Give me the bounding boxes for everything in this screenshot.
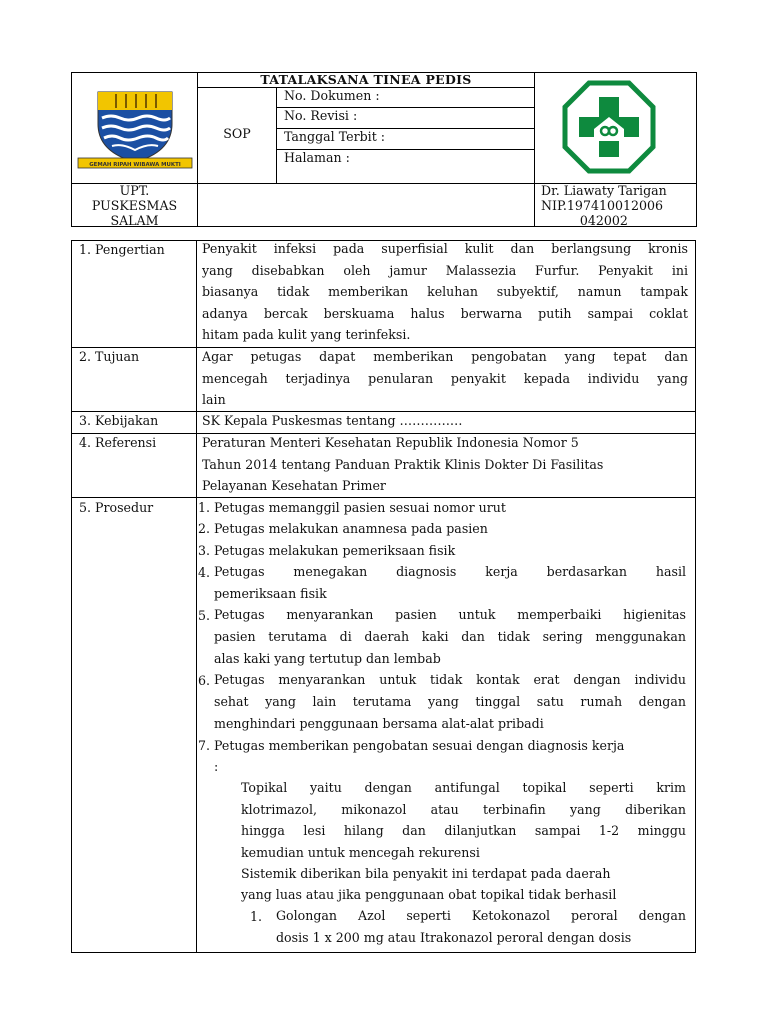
field-tanggal-terbit: Tanggal Terbit : <box>284 129 385 144</box>
text-line: Tahun 2014 tentang Panduan Praktik Klinis Dokter Di Fasilitas <box>202 456 604 472</box>
org-line: SALAM <box>110 213 159 228</box>
step-text: sehat yang lain terutama yang tinggal satu rumah dengan <box>214 694 686 709</box>
sub-step-number: 1. <box>250 909 263 924</box>
sub-step-text: dosis 1 x 200 mg atau Itrakonazol peroral dengan dosis <box>276 930 632 945</box>
step-text: pemeriksaan fisik <box>214 586 327 601</box>
label-referensi: 4. Referensi <box>79 435 157 450</box>
signer-nip-cont: 042002 <box>579 213 628 228</box>
pengertian-text <box>202 238 688 346</box>
topikal-text: hingga lesi hilang dan dilanjutkan sampai 1-2 minggu <box>241 823 686 838</box>
step-text: Petugas menyarankan pasien untuk memperbaiki higienitas <box>214 607 686 622</box>
step-text: Petugas melakukan anamnesa pada pasien <box>214 521 488 536</box>
kebijakan-text: SK Kepala Puskesmas tentang …………… <box>202 413 463 428</box>
referensi-text <box>202 432 688 497</box>
step-number: 4. <box>198 565 211 580</box>
label-tujuan: 2. Tujuan <box>79 349 140 364</box>
label-prosedur: 5. Prosedur <box>79 500 154 515</box>
field-no-revisi: No. Revisi : <box>284 108 358 123</box>
field-halaman: Halaman : <box>284 150 350 165</box>
step-text: pasien terutama di daerah kaki dan tidak sering menggunakan <box>214 629 686 644</box>
step-number: 6. <box>198 673 211 688</box>
text-line: yang disebabkan oleh jamur Malassezia Furfur. Penyakit ini <box>202 262 688 278</box>
step-text: Petugas memberikan pengobatan sesuai dengan diagnosis kerja <box>214 738 625 753</box>
step-text: Petugas menegakan diagnosis kerja berdasarkan hasil <box>214 564 686 579</box>
puskesmas-logo <box>561 79 657 175</box>
sop-label: SOP <box>223 126 251 141</box>
org-line: PUSKESMAS <box>91 198 178 213</box>
step-number: 3. <box>198 543 211 558</box>
text-line: mencegah terjadinya penularan penyakit kepada individu yang <box>202 370 688 386</box>
step-text: Petugas menyarankan untuk tidak kontak erat dengan individu <box>214 672 686 687</box>
tujuan-text <box>202 346 688 411</box>
field-no-dokumen: No. Dokumen : <box>284 88 380 103</box>
topikal-text: Topikal yaitu dengan antifungal topikal seperti krim <box>241 780 686 795</box>
step-text: Petugas memanggil pasien sesuai nomor urut <box>214 500 506 515</box>
sistemik-text: yang luas atau jika penggunaan obat topikal tidak berhasil <box>241 887 617 902</box>
text-line: biasanya tidak memberikan keluhan subyektif, namun tampak <box>202 284 688 299</box>
org-name <box>72 183 197 228</box>
crest-logo <box>76 88 194 174</box>
signer-name: Dr. Liawaty Tarigan <box>541 183 667 198</box>
text-line: lain <box>202 392 226 407</box>
step-number: 7. <box>198 738 211 753</box>
step-text: : <box>214 759 219 774</box>
document-title: TATALAKSANA TINEA PEDIS <box>260 72 472 87</box>
step-text: menghindari penggunaan bersama alat-alat pribadi <box>214 716 544 731</box>
step-number: 1. <box>198 500 211 515</box>
signer-block <box>541 183 667 228</box>
signer-nip: NIP.197410012006 <box>541 198 664 213</box>
step-text: alas kaki yang tertutup dan lembab <box>214 651 441 666</box>
text-line: Penyakit infeksi pada superfisial kulit dan berlangsung kronis <box>202 241 688 256</box>
step-text: Petugas melakukan pemeriksaan fisik <box>214 543 456 558</box>
text-line: adanya bercak berskuama halus berwarna putih sampai coklat <box>202 305 688 321</box>
step-number: 5. <box>198 608 211 623</box>
text-line: Peraturan Menteri Kesehatan Republik Indonesia Nomor 5 <box>202 435 579 450</box>
label-pengertian: 1. Pengertian <box>79 242 165 257</box>
text-line: hitam pada kulit yang terinfeksi. <box>202 327 411 342</box>
topikal-text: kemudian untuk mencegah rekurensi <box>241 845 480 860</box>
org-line: UPT. <box>119 183 150 198</box>
sistemik-text: Sistemik diberikan bila penyakit ini terdapat pada daerah <box>241 866 611 881</box>
label-kebijakan: 3. Kebijakan <box>79 413 159 428</box>
topikal-text: klotrimazol, mikonazol atau terbinafin yang diberikan <box>241 802 686 817</box>
text-line: Agar petugas dapat memberikan pengobatan yang tepat dan <box>202 349 688 364</box>
sub-step-text: Golongan Azol seperti Ketokonazol peroral dengan <box>276 908 686 923</box>
step-number: 2. <box>198 521 211 536</box>
svg-text:GEMAH RIPAH WIBAWA MUKTI: GEMAH RIPAH WIBAWA MUKTI <box>89 162 181 168</box>
text-line: Pelayanan Kesehatan Primer <box>202 478 386 493</box>
